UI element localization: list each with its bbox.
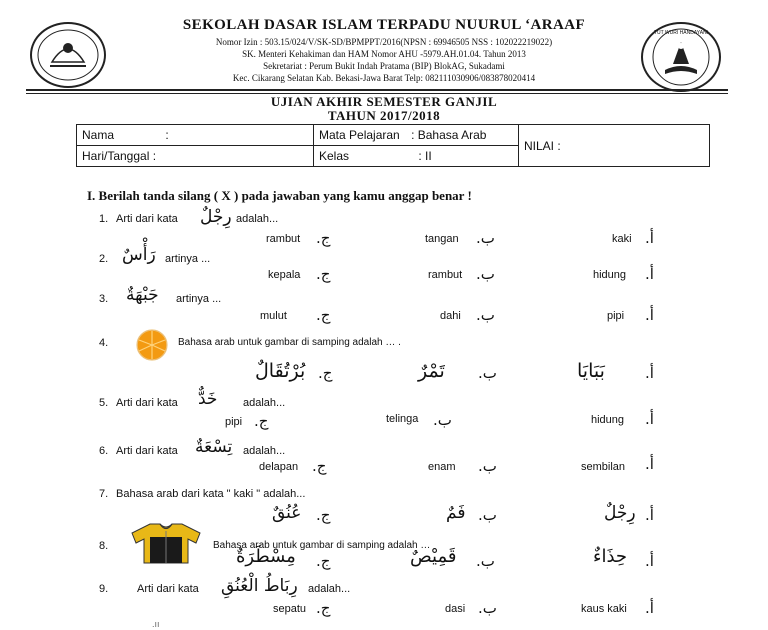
q9-option-b[interactable]: dasi [445,603,466,615]
school-secretariat: Sekretariat : Perum Bukit Indah Pratama (BIP) BlokAG, Sukadami [263,61,505,71]
q5-suffix: adalah... [243,397,286,409]
hari-cell[interactable] [77,146,314,167]
q1-word: رِجْلٌ [200,207,232,227]
q2-number: 2. [99,253,109,265]
q6-option-c[interactable]: delapan [259,461,299,473]
school-address: Kec. Cikarang Selatan Kab. Bekasi-Jawa Barat Telp: 082111030906/083878020414 [232,73,536,83]
mapel-cell [314,125,519,146]
q5-word: خَدٌّ [198,389,218,409]
q7-option-b[interactable]: فَمٌ [446,503,466,523]
q1-option-c[interactable]: rambut [266,233,301,245]
nilai-label: NILAI : [524,138,561,153]
q6-word: تِسْعَةٌ [195,437,233,457]
q4-letter-a: أ. [645,364,654,382]
nama-cell[interactable] [77,125,314,146]
school-license: Nomor Izin : 503.15/024/V/SK-SD/BPMPPT/2016(NPSN : 69946505 NSS : 102022219022) [215,37,553,47]
q6-option-a[interactable]: sembilan [581,461,626,473]
school-sk: SK. Menteri Kehakiman dan HAM Nomor AHU -5979.AH.01.04. Tahun 2013 [242,49,526,59]
q2-letter-a: أ. [645,265,654,283]
q3-word: جَبْهَةٌ [126,285,159,305]
q7-option-a[interactable]: رِجْلٌ [604,503,636,523]
kelas-label: Kelas [319,149,350,163]
q4-option-c[interactable]: بُرْتُقَالٌ [255,360,306,382]
q4-letter-b: ب. [478,364,497,382]
q6-letter-b: ب. [478,457,497,475]
q2-suffix: artinya ... [165,253,211,265]
q2-option-b[interactable]: rambut [428,269,463,281]
mapel-value: : Bahasa Arab [411,128,487,142]
q4-number: 4. [99,337,109,349]
q6-letter-a: أ. [645,455,654,473]
q3-option-c[interactable]: mulut [260,310,287,322]
q7-letter-b: ب. [478,506,497,524]
q3-letter-c: ج. [316,306,331,324]
nama-colon: : [165,128,169,142]
nama-label: Nama [82,128,115,142]
q2-option-a[interactable]: hidung [593,269,627,281]
q5-letter-c: ج. [254,412,269,430]
q5-prefix: Arti dari kata [116,397,178,409]
q8-letter-c: ج. [316,552,331,570]
q5-letter-b: ب. [433,411,452,429]
q9-option-c[interactable]: sepatu [273,603,307,615]
q8-option-c[interactable]: مِسْطَرَةٌ [236,546,296,567]
q4-letter-c: ج. [318,364,333,382]
q3-option-a[interactable]: pipi [607,310,625,322]
q9-number: 9. [99,583,109,595]
q7-letter-c: ج. [316,506,331,524]
q8-letter-a: أ. [645,552,654,570]
q1-letter-c: ج. [316,229,331,247]
q7-number: 7. [99,488,109,500]
q4-option-a[interactable]: بَبَايَا [577,360,605,382]
q9-option-a[interactable]: kaus kaki [581,603,627,615]
q5-option-c[interactable]: pipi [225,416,243,428]
q1-prefix: Arti dari kata [116,213,178,225]
kelas-cell [314,146,519,167]
q5-number: 5. [99,397,109,409]
q8-letter-b: ب. [476,552,495,570]
q8-number: 8. [99,540,109,552]
kelas-value: : II [418,149,432,163]
q9-suffix: adalah... [308,583,351,595]
exam-title: UJIAN AKHIR SEMESTER GANJIL [270,94,498,109]
page-mark: .ıı [152,619,160,629]
q5-option-b[interactable]: telinga [386,413,419,425]
q9-letter-c: ج. [316,599,331,617]
q1-suffix: adalah... [236,213,279,225]
q8-option-b[interactable]: قَمِيْصٌ [410,546,457,567]
q4-text: Bahasa arab untuk gambar di samping adalah … . [178,337,401,348]
q3-suffix: artinya ... [176,293,222,305]
student-info-table [76,124,710,167]
q6-letter-c: ج. [312,457,327,475]
q1-letter-b: ب. [476,229,495,247]
q9-letter-a: أ. [645,599,654,617]
hari-label: Hari/Tanggal : [82,149,157,163]
q7-option-c[interactable]: عُنُقٌ [272,503,302,523]
q7-letter-a: أ. [645,506,654,524]
q8-option-a[interactable]: حِذَاءٌ [593,546,628,567]
q8-text: Bahasa arab untuk gambar di samping adalah … [213,540,431,551]
q2-option-c[interactable]: kepala [268,269,301,281]
exam-year: TAHUN 2017/2018 [327,108,441,123]
q9-word: رِبَاطُ الْعُنُقِ [221,576,298,596]
mapel-label: Mata Pelajaran [319,128,400,142]
q9-letter-b: ب. [478,599,497,617]
q2-word: رَأْسٌ [122,245,156,265]
q3-letter-a: أ. [645,306,654,324]
logo-motto: TUT WURI HANDAYANI [653,30,709,36]
q3-option-b[interactable]: dahi [440,310,461,322]
q1-option-b[interactable]: tangan [425,233,459,245]
q3-letter-b: ب. [476,306,495,324]
q2-letter-b: ب. [476,265,495,283]
shirt-image-icon [130,521,202,565]
nilai-cell[interactable] [519,125,710,167]
instruction: I. Berilah tanda silang ( X ) pada jawaban yang kamu anggap benar ! [87,188,472,203]
q3-number: 3. [99,293,109,305]
orange-image-icon [130,328,174,362]
q5-option-a[interactable]: hidung [591,414,625,426]
q6-prefix: Arti dari kata [116,445,178,457]
q6-number: 6. [99,445,109,457]
q9-prefix: Arti dari kata [137,583,199,595]
q7-text: Bahasa arab dari kata " kaki " adalah... [116,488,306,500]
q1-number: 1. [99,213,109,225]
q6-option-b[interactable]: enam [428,461,456,473]
header-divider [26,89,728,91]
school-name: SEKOLAH DASAR ISLAM TERPADU NUURUL ‘ARAAF [182,17,586,33]
q6-suffix: adalah... [243,445,286,457]
q1-letter-a: أ. [645,229,654,247]
q1-option-a[interactable]: kaki [612,233,632,245]
q2-letter-c: ج. [316,265,331,283]
q4-option-b[interactable]: تَمْرٌ [418,360,445,382]
q5-letter-a: أ. [645,410,654,428]
